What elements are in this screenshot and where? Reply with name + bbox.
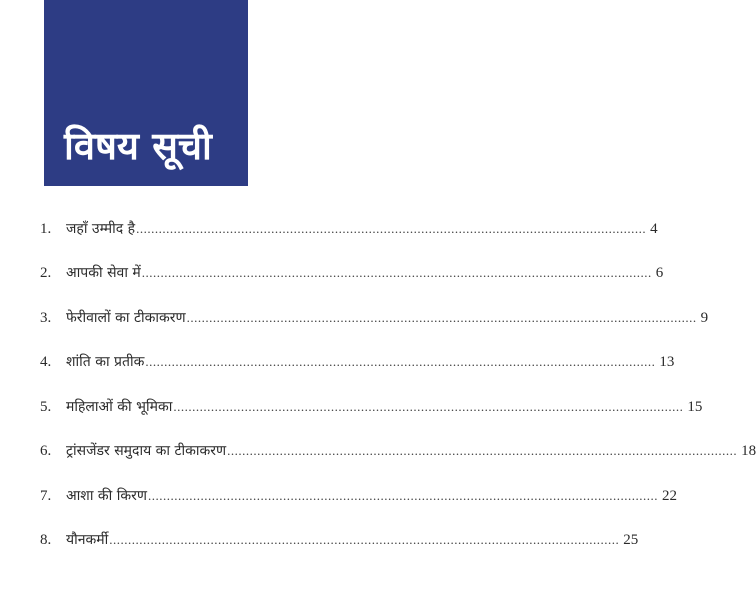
toc-number: 5. (40, 399, 52, 415)
dot-leader: ........................................................................................................................................ (109, 532, 620, 547)
toc-title: महिलाओं की भूमिका (66, 399, 173, 415)
toc-entry-4[interactable] (40, 349, 675, 375)
toc-entry-2[interactable] (40, 260, 664, 286)
dot-leader: ........................................................................................................................................ (141, 265, 652, 280)
toc-number: 6. (40, 443, 52, 459)
toc-title: आशा की किरण (66, 488, 147, 504)
toc-number: 4. (40, 354, 52, 370)
toc-title: फेरीवालों का टीकाकरण (66, 310, 186, 326)
toc-number: 1. (40, 221, 52, 237)
toc-page-number: 22 (661, 488, 677, 504)
toc-entry-8[interactable] (40, 527, 639, 553)
toc-entry-7[interactable] (40, 483, 677, 509)
toc-title: जहाँ उम्मीद है (66, 221, 136, 237)
dot-leader: ........................................................................................................................................ (136, 221, 647, 236)
toc-number: 8. (40, 532, 52, 548)
toc-page-number: 25 (623, 532, 639, 548)
toc-title: यौनकर्मी (66, 532, 109, 548)
toc-number: 7. (40, 488, 52, 504)
toc-entry-1[interactable] (40, 216, 658, 242)
toc-title: आपकी सेवा में (66, 265, 141, 281)
dot-leader: ........................................................................................................................................ (186, 310, 697, 325)
dot-leader: ........................................................................................................................................ (145, 354, 656, 369)
toc-page-number: 15 (687, 399, 703, 415)
toc-entry-5[interactable] (40, 394, 703, 420)
toc-title: ट्रांसजेंडर समुदाय का टीकाकरण (66, 443, 227, 459)
page-title: विषय सूची (64, 124, 212, 168)
dot-leader: ........................................................................................................................................ (147, 488, 658, 503)
toc-entry-3[interactable] (40, 305, 709, 331)
toc-page-number: 6 (655, 265, 664, 281)
toc-page-number: 9 (700, 310, 709, 326)
toc-page-number: 13 (659, 354, 675, 370)
toc-number: 2. (40, 265, 52, 281)
toc-number: 3. (40, 310, 52, 326)
toc-page-number: 18 (741, 443, 756, 459)
toc-title: शांति का प्रतीक (66, 354, 145, 370)
toc-entry-6[interactable] (40, 438, 756, 464)
toc-page-number: 4 (650, 221, 658, 237)
dot-leader: ........................................................................................................................................ (227, 443, 738, 458)
dot-leader: ........................................................................................................................................ (173, 399, 684, 414)
